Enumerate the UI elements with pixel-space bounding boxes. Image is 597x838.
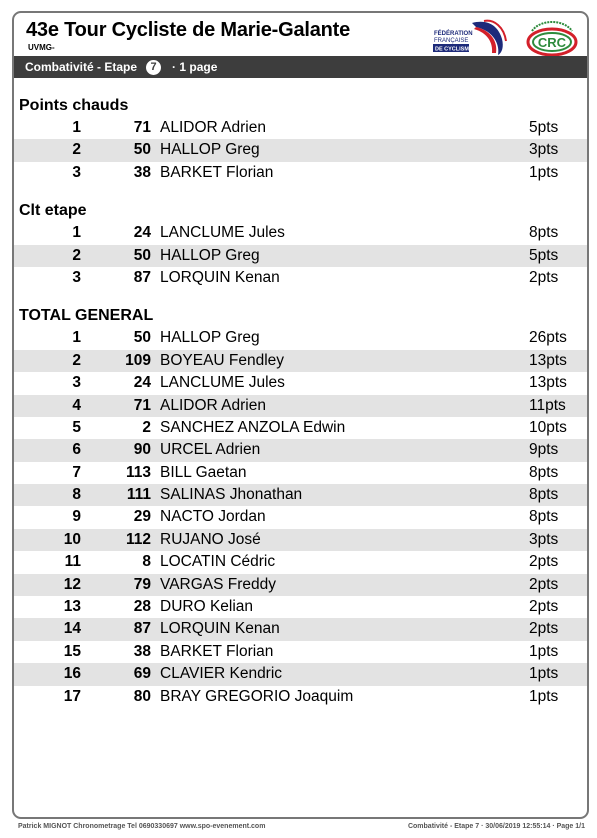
bib-number-cell: 29	[133, 508, 151, 526]
rank-cell: 3	[72, 163, 81, 181]
rider-name-cell: LANCLUME Jules	[160, 374, 285, 392]
points-cell: 1pts	[529, 642, 559, 660]
rider-name-cell: ALIDOR Adrien	[160, 396, 266, 414]
rider-name-cell: HALLOP Greg	[160, 246, 260, 264]
rider-name-cell: ALIDOR Adrien	[160, 119, 266, 136]
rider-name-cell: SANCHEZ ANZOLA Edwin	[160, 418, 346, 436]
rank-cell: 2	[72, 246, 81, 264]
result-row	[14, 245, 587, 267]
crc-logo	[524, 15, 580, 59]
rider-name-cell: SALINAS Jhonathan	[160, 486, 303, 504]
rank-cell: 1	[72, 224, 81, 242]
rider-name-cell: CLAVIER Kendric	[160, 665, 283, 683]
points-cell: 3pts	[529, 141, 559, 159]
bib-number-cell: 38	[133, 163, 151, 181]
rank-cell: 1	[72, 119, 81, 136]
ffc-logo-line3: DE CYCLISME	[435, 46, 473, 53]
organizer-code: UVMG-	[28, 43, 55, 52]
bib-number-cell: 90	[133, 441, 151, 459]
ffc-logo-line2: FRANÇAISE	[434, 38, 469, 44]
bib-number-cell: 71	[133, 396, 151, 414]
points-cell: 11pts	[529, 396, 566, 414]
result-row	[14, 372, 587, 394]
rank-cell: 11	[64, 553, 81, 571]
result-row	[14, 596, 587, 618]
page-count: · 1 page	[172, 60, 218, 74]
rider-name-cell: DURO Kelian	[160, 598, 254, 616]
rank-cell: 16	[63, 665, 81, 683]
bib-number-cell: 87	[133, 268, 151, 286]
rider-name-cell: LORQUIN Kenan	[160, 620, 280, 638]
rider-name-cell: VARGAS Freddy	[160, 575, 277, 593]
stage-number-badge: 7	[146, 60, 161, 75]
result-row	[14, 484, 587, 506]
bib-number-cell: 79	[133, 575, 151, 593]
points-cell: 2pts	[529, 620, 559, 638]
result-row	[14, 439, 587, 461]
result-row	[14, 686, 587, 708]
rider-name-cell: BOYEAU Fendley	[160, 351, 285, 369]
points-cell: 2pts	[529, 598, 559, 616]
rider-name-cell: URCEL Adrien	[160, 441, 261, 459]
result-row	[14, 162, 587, 184]
points-cell: 2pts	[529, 553, 559, 571]
points-cell: 1pts	[529, 687, 559, 705]
rider-name-cell: BARKET Florian	[160, 163, 274, 181]
points-cell: 13pts	[529, 351, 567, 369]
rank-cell: 12	[63, 575, 81, 593]
footer-credits: Patrick MIGNOT Chronometrage Tel 0690330697 www.spo-evenement.com	[18, 823, 266, 830]
bib-number-cell: 80	[133, 687, 151, 705]
results-sheet	[12, 11, 589, 819]
result-row	[14, 506, 587, 528]
points-cell: 2pts	[529, 268, 559, 286]
bib-number-cell: 38	[133, 642, 151, 660]
rank-cell: 17	[63, 687, 81, 705]
points-cell: 5pts	[529, 246, 559, 264]
bib-number-cell: 113	[125, 463, 151, 481]
points-cell: 1pts	[529, 665, 559, 683]
rank-cell: 3	[72, 374, 81, 392]
result-row	[14, 462, 587, 484]
rank-cell: 2	[72, 351, 81, 369]
rank-cell: 3	[72, 268, 81, 286]
rank-cell: 13	[63, 598, 81, 616]
bib-number-cell: 71	[133, 119, 151, 136]
points-cell: 9pts	[529, 441, 559, 459]
points-cell: 8pts	[529, 508, 559, 526]
bib-number-cell: 24	[133, 374, 151, 392]
points-cell: 10pts	[529, 418, 567, 436]
bib-number-cell: 112	[125, 530, 151, 548]
result-row	[14, 267, 587, 289]
result-row	[14, 117, 587, 139]
result-row	[14, 663, 587, 685]
points-cell: 8pts	[529, 224, 559, 242]
ffc-logo-line1: FÉDÉRATION	[434, 31, 473, 37]
section-spacer	[14, 184, 587, 200]
result-row	[14, 139, 587, 161]
points-cell: 1pts	[529, 163, 559, 181]
rank-cell: 2	[72, 141, 81, 159]
rank-cell: 8	[72, 486, 81, 504]
results-content	[14, 95, 587, 708]
rider-name-cell: BARKET Florian	[160, 642, 274, 660]
rider-name-cell: LANCLUME Jules	[160, 224, 285, 242]
bib-number-cell: 87	[133, 620, 151, 638]
report-band	[14, 56, 587, 78]
points-cell: 13pts	[529, 374, 567, 392]
rider-name-cell: BILL Gaetan	[160, 463, 247, 481]
ffc-logo	[432, 17, 510, 57]
bib-number-cell: 109	[125, 351, 151, 369]
rank-cell: 14	[63, 620, 81, 638]
rider-name-cell: LOCATIN Cédric	[160, 553, 276, 571]
report-label: Combativité - Etape	[25, 60, 138, 74]
page-title: 43e Tour Cycliste de Marie-Galante	[26, 19, 351, 41]
section-title: TOTAL GENERAL	[19, 307, 154, 325]
result-row	[14, 618, 587, 640]
result-row	[14, 417, 587, 439]
points-cell: 26pts	[529, 329, 567, 347]
rank-cell: 5	[72, 418, 81, 436]
rank-cell: 6	[72, 441, 81, 459]
points-cell: 8pts	[529, 486, 559, 504]
bib-number-cell: 50	[133, 141, 151, 159]
points-cell: 8pts	[529, 463, 559, 481]
bib-number-cell: 24	[133, 224, 151, 242]
rank-cell: 1	[72, 329, 81, 347]
bib-number-cell: 69	[133, 665, 151, 683]
rider-name-cell: NACTO Jordan	[160, 508, 266, 526]
result-row	[14, 327, 587, 349]
rank-cell: 7	[72, 463, 81, 481]
crc-logo-text: CRC	[537, 35, 567, 50]
section-title: Points chauds	[19, 97, 129, 114]
result-row	[14, 551, 587, 573]
result-row	[14, 529, 587, 551]
rider-name-cell: HALLOP Greg	[160, 329, 260, 347]
rider-name-cell: HALLOP Greg	[160, 141, 260, 159]
rank-cell: 15	[63, 642, 81, 660]
result-row	[14, 350, 587, 372]
points-cell: 5pts	[529, 119, 559, 136]
bib-number-cell: 111	[126, 486, 151, 504]
bib-number-cell: 28	[133, 598, 151, 616]
points-cell: 3pts	[529, 530, 559, 548]
section-spacer	[14, 289, 587, 305]
rider-name-cell: LORQUIN Kenan	[160, 268, 280, 286]
bib-number-cell: 8	[142, 553, 151, 571]
bib-number-cell: 2	[142, 418, 151, 436]
rank-cell: 10	[63, 530, 81, 548]
result-row	[14, 574, 587, 596]
section-title: Clt etape	[19, 202, 87, 220]
footer-page-info: Combativité - Etape 7 · 30/06/2019 12:55:14 · Page 1/1	[407, 823, 585, 830]
rank-cell: 9	[72, 508, 81, 526]
result-row	[14, 395, 587, 417]
bib-number-cell: 50	[133, 246, 151, 264]
result-row	[14, 222, 587, 244]
rank-cell: 4	[72, 396, 81, 414]
rider-name-cell: BRAY GREGORIO Joaquim	[160, 687, 354, 705]
rider-name-cell: RUJANO José	[160, 530, 261, 548]
bib-number-cell: 50	[133, 329, 151, 347]
result-row	[14, 641, 587, 663]
points-cell: 2pts	[529, 575, 559, 593]
